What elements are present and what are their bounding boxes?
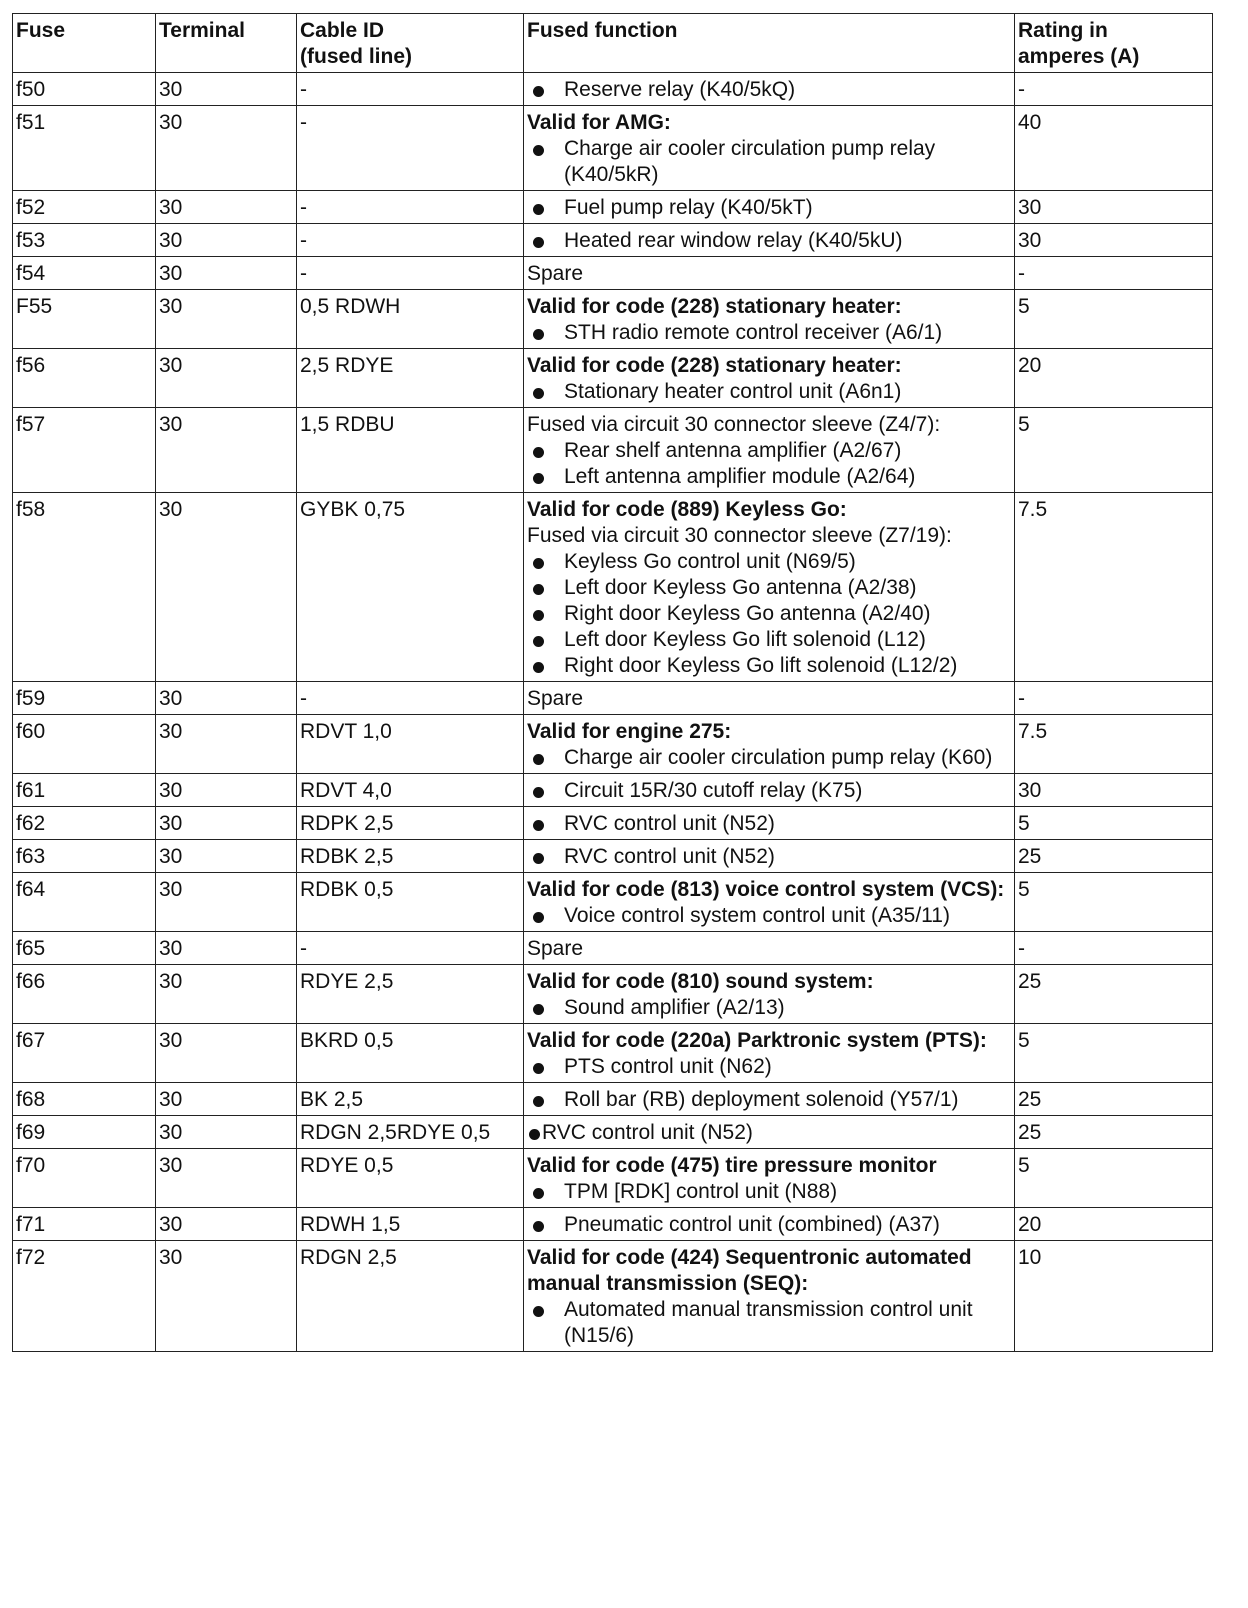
function-bullet-item — [527, 1212, 1011, 1238]
function-bullet-text: Left antenna amplifier module (A2/64) — [564, 465, 916, 488]
terminal-cell: 30 — [156, 106, 297, 191]
cable-id-cell: RDPK 2,5 — [297, 807, 524, 840]
terminal-cell: 30 — [156, 493, 297, 682]
function-bullet-text: Stationary heater control unit (A6n1) — [564, 380, 902, 403]
fuse-cell: f63 — [13, 840, 156, 873]
function-heading: Valid for code (424) Sequentronic automated manual transmission (SEQ): — [527, 1246, 972, 1295]
cable-id-cell: RDBK 0,5 — [297, 873, 524, 932]
bullet-icon — [533, 388, 544, 399]
table-row — [13, 408, 1213, 493]
cable-id-cell: BKRD 0,5 — [297, 1024, 524, 1083]
bullet-icon — [533, 86, 544, 97]
function-bullet-text: Pneumatic control unit (combined) (A37) — [564, 1213, 940, 1236]
cable-id-cell: RDYE 2,5 — [297, 965, 524, 1024]
table-row — [13, 73, 1213, 106]
function-cell — [524, 493, 1015, 682]
rating-cell: - — [1015, 73, 1213, 106]
rating-cell: 7.5 — [1015, 493, 1213, 682]
fuse-cell: f54 — [13, 257, 156, 290]
function-bullet-text: STH radio remote control receiver (A6/1) — [564, 321, 943, 344]
bullet-icon — [533, 1188, 544, 1199]
function-cell — [524, 290, 1015, 349]
bullet-icon — [533, 1221, 544, 1232]
terminal-cell: 30 — [156, 840, 297, 873]
function-bullet-text: TPM [RDK] control unit (N88) — [564, 1180, 838, 1203]
function-bullet-item — [527, 77, 1011, 103]
terminal-cell: 30 — [156, 1116, 297, 1149]
terminal-cell: 30 — [156, 73, 297, 106]
function-bullet-item — [527, 811, 1011, 837]
cable-id-cell: 0,5 RDWH — [297, 290, 524, 349]
bullet-icon — [533, 1004, 544, 1015]
rating-cell: 5 — [1015, 1024, 1213, 1083]
fuse-cell: f61 — [13, 774, 156, 807]
function-bullet-item — [527, 627, 1011, 653]
cable-id-cell: RDVT 1,0 — [297, 715, 524, 774]
function-bullet-item — [527, 1120, 1011, 1146]
function-cell — [524, 1208, 1015, 1241]
fuse-cell: f62 — [13, 807, 156, 840]
bullet-icon — [533, 912, 544, 923]
rating-cell: 40 — [1015, 106, 1213, 191]
cable-id-cell: 1,5 RDBU — [297, 408, 524, 493]
cable-id-cell: RDWH 1,5 — [297, 1208, 524, 1241]
bullet-icon — [533, 584, 544, 595]
cable-id-cell: - — [297, 932, 524, 965]
function-bullet-item — [527, 745, 1011, 771]
function-cell — [524, 106, 1015, 191]
terminal-cell: 30 — [156, 1241, 297, 1352]
fuse-cell: f67 — [13, 1024, 156, 1083]
bullet-icon — [533, 145, 544, 156]
table-row — [13, 257, 1213, 290]
function-bullet-item — [527, 1087, 1011, 1113]
cable-id-cell: - — [297, 106, 524, 191]
rating-cell: - — [1015, 257, 1213, 290]
function-bullet-text: Heated rear window relay (K40/5kU) — [564, 229, 903, 252]
terminal-cell: 30 — [156, 873, 297, 932]
terminal-cell: 30 — [156, 408, 297, 493]
function-bullet-item — [527, 1054, 1011, 1080]
fuse-cell: f57 — [13, 408, 156, 493]
table-row — [13, 1083, 1213, 1116]
fuse-cell: f65 — [13, 932, 156, 965]
function-cell — [524, 807, 1015, 840]
rating-cell: 5 — [1015, 408, 1213, 493]
function-cell — [524, 1241, 1015, 1352]
fuse-table-body — [13, 73, 1213, 1352]
function-bullet-text: Left door Keyless Go lift solenoid (L12) — [564, 628, 926, 651]
function-cell — [524, 774, 1015, 807]
function-bullet-item — [527, 438, 1011, 464]
rating-cell: 5 — [1015, 807, 1213, 840]
function-cell — [524, 349, 1015, 408]
function-bullet-text: Reserve relay (K40/5kQ) — [564, 78, 796, 101]
bullet-icon — [533, 1063, 544, 1074]
rating-cell: 30 — [1015, 191, 1213, 224]
terminal-cell: 30 — [156, 774, 297, 807]
cable-id-cell: - — [297, 682, 524, 715]
function-bullet-text: Circuit 15R/30 cutoff relay (K75) — [564, 779, 863, 802]
bullet-icon — [533, 329, 544, 340]
function-bullet-text: Voice control system control unit (A35/11) — [564, 904, 950, 927]
cable-id-cell: RDBK 2,5 — [297, 840, 524, 873]
function-bullet-item — [527, 320, 1011, 346]
function-heading: Valid for code (475) tire pressure monitor — [527, 1154, 937, 1177]
bullet-icon — [533, 473, 544, 484]
header-row — [13, 14, 1213, 73]
bullet-icon — [529, 1129, 540, 1140]
fuse-cell: f50 — [13, 73, 156, 106]
function-bullet-item — [527, 136, 1011, 188]
function-bullet-item — [527, 1297, 1011, 1349]
function-bullet-text: Charge air cooler circulation pump relay (K60) — [564, 746, 993, 769]
function-bullet-item — [527, 844, 1011, 870]
function-cell — [524, 1149, 1015, 1208]
function-bullet-text: Charge air cooler circulation pump relay (K40/5kR) — [564, 137, 936, 186]
function-text: Spare — [527, 262, 584, 285]
rating-cell: 25 — [1015, 1116, 1213, 1149]
fuse-cell: f68 — [13, 1083, 156, 1116]
cable-id-cell: RDGN 2,5 — [297, 1241, 524, 1352]
terminal-cell: 30 — [156, 807, 297, 840]
table-row — [13, 1149, 1213, 1208]
rating-cell: 30 — [1015, 774, 1213, 807]
table-row — [13, 932, 1213, 965]
terminal-cell: 30 — [156, 224, 297, 257]
table-row — [13, 191, 1213, 224]
terminal-cell: 30 — [156, 1083, 297, 1116]
function-heading: Valid for code (810) sound system: — [527, 970, 874, 993]
function-cell — [524, 965, 1015, 1024]
function-heading: Valid for code (813) voice control system (VCS): — [527, 878, 1005, 901]
fuse-cell: f60 — [13, 715, 156, 774]
function-bullet-text: Rear shelf antenna amplifier (A2/67) — [564, 439, 902, 462]
function-bullet-text: RVC control unit (N52) — [564, 845, 775, 868]
fuse-cell: f70 — [13, 1149, 156, 1208]
cable-id-cell: 2,5 RDYE — [297, 349, 524, 408]
bullet-icon — [533, 636, 544, 647]
function-bullet-text: RVC control unit (N52) — [542, 1121, 753, 1144]
rating-cell: - — [1015, 932, 1213, 965]
table-row — [13, 774, 1213, 807]
function-bullet-item — [527, 575, 1011, 601]
function-bullet-text: Right door Keyless Go lift solenoid (L12/2) — [564, 654, 958, 677]
function-bullet-item — [527, 1179, 1011, 1205]
cable-id-cell: BK 2,5 — [297, 1083, 524, 1116]
fuse-cell: f64 — [13, 873, 156, 932]
terminal-cell: 30 — [156, 257, 297, 290]
table-row — [13, 290, 1213, 349]
function-bullet-text: Keyless Go control unit (N69/5) — [564, 550, 856, 573]
terminal-cell: 30 — [156, 1149, 297, 1208]
terminal-cell: 30 — [156, 965, 297, 1024]
function-cell — [524, 1116, 1015, 1149]
cable-id-cell: RDGN 2,5RDYE 0,5 — [297, 1116, 524, 1149]
table-row — [13, 873, 1213, 932]
function-heading: Valid for AMG: — [527, 111, 671, 134]
table-row — [13, 715, 1213, 774]
function-heading: Valid for code (220a) Parktronic system (PTS): — [527, 1029, 987, 1052]
table-row — [13, 224, 1213, 257]
function-cell — [524, 408, 1015, 493]
bullet-icon — [533, 204, 544, 215]
cable-id-cell: - — [297, 191, 524, 224]
fuse-cell: f56 — [13, 349, 156, 408]
function-text: Fused via circuit 30 connector sleeve (Z4/7): — [527, 413, 941, 436]
function-bullet-item — [527, 195, 1011, 221]
table-row — [13, 349, 1213, 408]
function-cell — [524, 1024, 1015, 1083]
function-cell — [524, 191, 1015, 224]
function-cell — [524, 873, 1015, 932]
cable-id-cell: - — [297, 224, 524, 257]
fuse-cell: F55 — [13, 290, 156, 349]
terminal-cell: 30 — [156, 1024, 297, 1083]
fuse-cell: f59 — [13, 682, 156, 715]
fuse-cell: f52 — [13, 191, 156, 224]
rating-cell: 30 — [1015, 224, 1213, 257]
table-row — [13, 840, 1213, 873]
function-bullet-text: Roll bar (RB) deployment solenoid (Y57/1) — [564, 1088, 959, 1111]
function-bullet-text: Left door Keyless Go antenna (A2/38) — [564, 576, 917, 599]
terminal-cell: 30 — [156, 191, 297, 224]
function-text: Spare — [527, 937, 584, 960]
rating-cell: 5 — [1015, 1149, 1213, 1208]
table-row — [13, 493, 1213, 682]
header-fuse: Fuse — [13, 14, 156, 73]
function-bullet-item — [527, 995, 1011, 1021]
fuse-cell: f71 — [13, 1208, 156, 1241]
function-bullet-item — [527, 903, 1011, 929]
function-cell — [524, 682, 1015, 715]
terminal-cell: 30 — [156, 349, 297, 408]
bullet-icon — [533, 787, 544, 798]
function-bullet-text: Automated manual transmission control unit (N15/6) — [564, 1298, 973, 1347]
fuse-cell: f72 — [13, 1241, 156, 1352]
terminal-cell: 30 — [156, 932, 297, 965]
function-cell — [524, 715, 1015, 774]
header-terminal: Terminal — [156, 14, 297, 73]
function-bullet-item — [527, 778, 1011, 804]
function-bullet-item — [527, 464, 1011, 490]
table-row — [13, 682, 1213, 715]
function-cell — [524, 932, 1015, 965]
header-cable-id: Cable ID (fused line) — [297, 14, 524, 73]
bullet-icon — [533, 853, 544, 864]
terminal-cell: 30 — [156, 1208, 297, 1241]
function-cell — [524, 840, 1015, 873]
table-row — [13, 1024, 1213, 1083]
function-bullet-item — [527, 601, 1011, 627]
rating-cell: 20 — [1015, 1208, 1213, 1241]
fuse-table — [12, 13, 1213, 1352]
rating-cell: 20 — [1015, 349, 1213, 408]
bullet-icon — [533, 662, 544, 673]
rating-cell: 25 — [1015, 965, 1213, 1024]
cable-id-cell: RDVT 4,0 — [297, 774, 524, 807]
rating-cell: 25 — [1015, 1083, 1213, 1116]
terminal-cell: 30 — [156, 682, 297, 715]
bullet-icon — [533, 1306, 544, 1317]
bullet-icon — [533, 1096, 544, 1107]
function-cell — [524, 224, 1015, 257]
table-row — [13, 106, 1213, 191]
function-bullet-item — [527, 653, 1011, 679]
table-row — [13, 1241, 1213, 1352]
table-row — [13, 1116, 1213, 1149]
bullet-icon — [533, 610, 544, 621]
terminal-cell: 30 — [156, 715, 297, 774]
bullet-icon — [533, 237, 544, 248]
bullet-icon — [533, 558, 544, 569]
cable-id-cell: - — [297, 257, 524, 290]
function-cell — [524, 257, 1015, 290]
function-heading: Valid for code (228) stationary heater: — [527, 295, 902, 318]
function-bullet-text: Sound amplifier (A2/13) — [564, 996, 785, 1019]
function-bullet-text: Right door Keyless Go antenna (A2/40) — [564, 602, 931, 625]
function-text: Fused via circuit 30 connector sleeve (Z7/19): — [527, 524, 952, 547]
function-cell — [524, 73, 1015, 106]
function-bullet-text: PTS control unit (N62) — [564, 1055, 772, 1078]
cable-id-cell: RDYE 0,5 — [297, 1149, 524, 1208]
rating-cell: - — [1015, 682, 1213, 715]
header-rating: Rating in amperes (A) — [1015, 14, 1213, 73]
rating-cell: 10 — [1015, 1241, 1213, 1352]
function-bullet-text: RVC control unit (N52) — [564, 812, 775, 835]
function-bullet-text: Fuel pump relay (K40/5kT) — [564, 196, 813, 219]
function-bullet-item — [527, 549, 1011, 575]
fuse-cell: f69 — [13, 1116, 156, 1149]
function-bullet-item — [527, 379, 1011, 405]
function-bullet-item — [527, 228, 1011, 254]
bullet-icon — [533, 754, 544, 765]
rating-cell: 25 — [1015, 840, 1213, 873]
table-row — [13, 807, 1213, 840]
fuse-cell: f51 — [13, 106, 156, 191]
function-heading: Valid for engine 275: — [527, 720, 732, 743]
bullet-icon — [533, 447, 544, 458]
fuse-cell: f66 — [13, 965, 156, 1024]
bullet-icon — [533, 820, 544, 831]
rating-cell: 7.5 — [1015, 715, 1213, 774]
cable-id-cell: - — [297, 73, 524, 106]
function-cell — [524, 1083, 1015, 1116]
terminal-cell: 30 — [156, 290, 297, 349]
function-heading: Valid for code (889) Keyless Go: — [527, 498, 847, 521]
rating-cell: 5 — [1015, 290, 1213, 349]
fuse-cell: f53 — [13, 224, 156, 257]
table-row — [13, 1208, 1213, 1241]
function-text: Spare — [527, 687, 584, 710]
function-heading: Valid for code (228) stationary heater: — [527, 354, 902, 377]
header-fused-function: Fused function — [524, 14, 1015, 73]
fuse-cell: f58 — [13, 493, 156, 682]
table-row — [13, 965, 1213, 1024]
rating-cell: 5 — [1015, 873, 1213, 932]
cable-id-cell: GYBK 0,75 — [297, 493, 524, 682]
